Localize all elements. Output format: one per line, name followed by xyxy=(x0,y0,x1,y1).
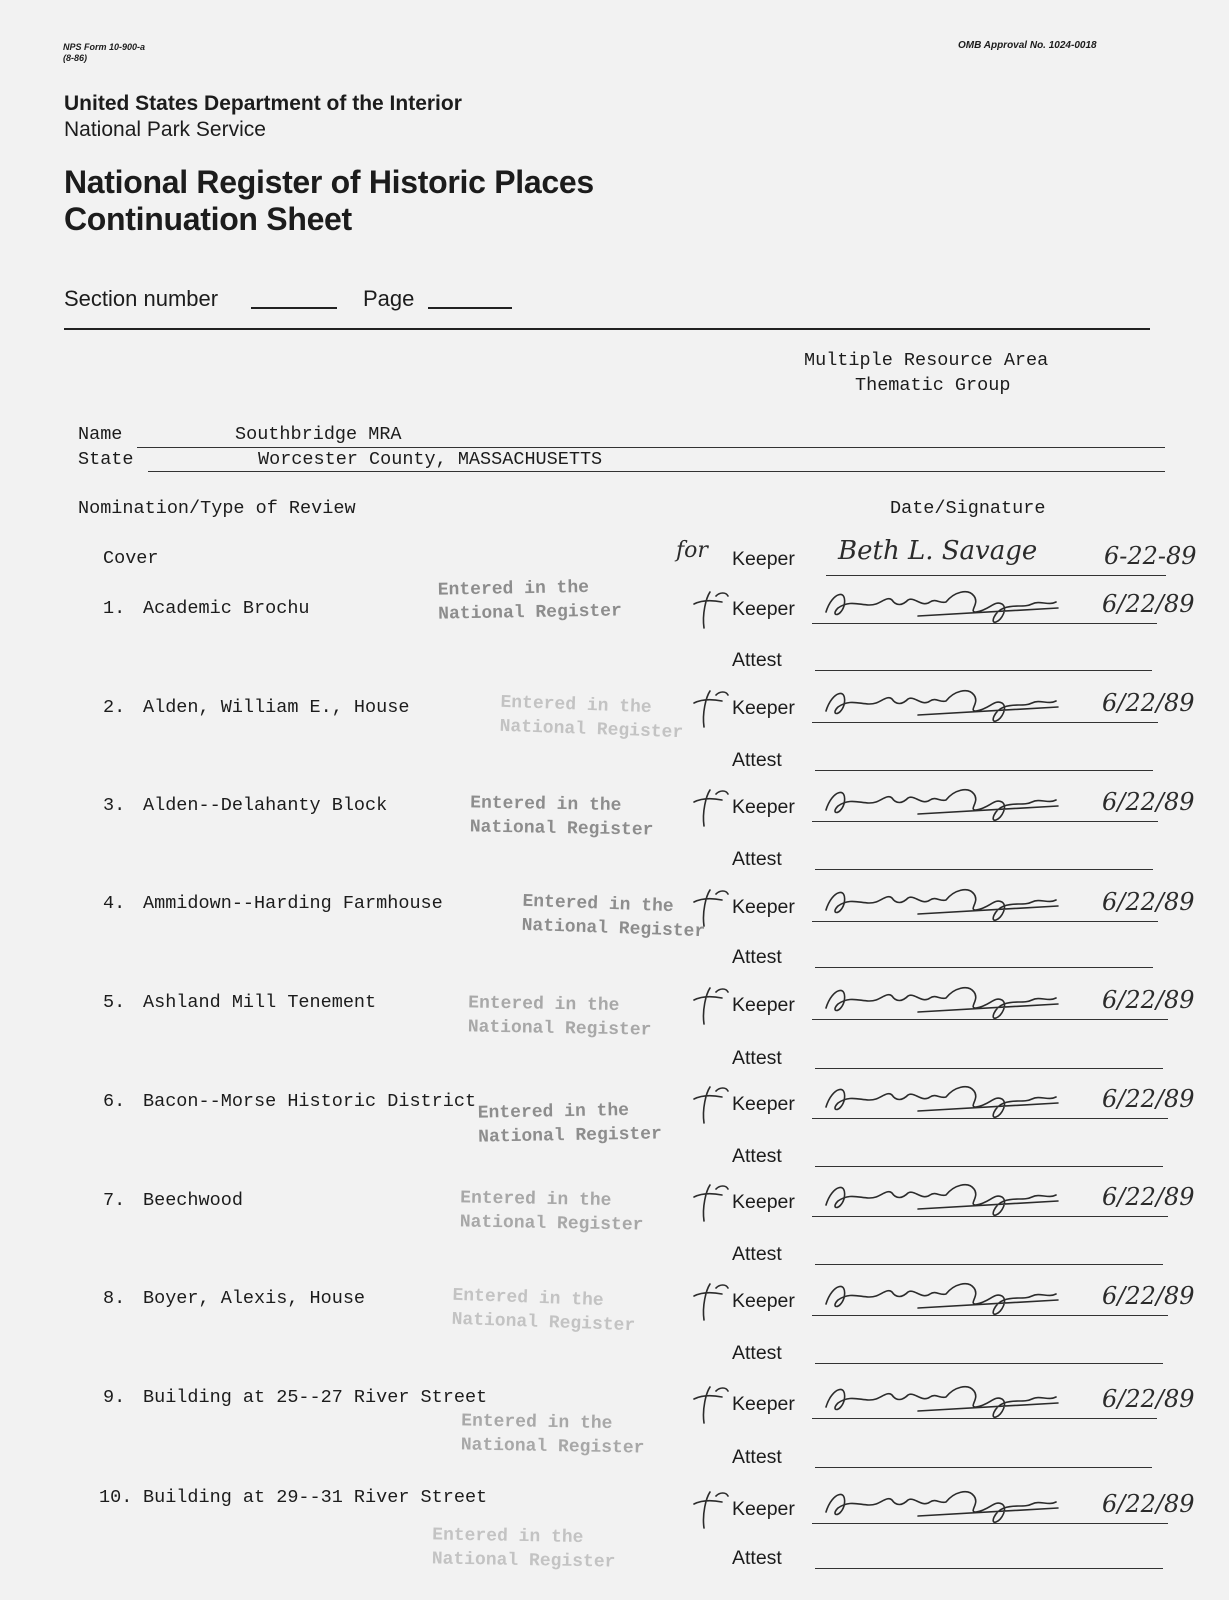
keeper-signature-line xyxy=(812,921,1158,922)
keeper-label: Keeper xyxy=(732,994,795,1016)
stamp-line2: National Register xyxy=(438,601,623,625)
page-label: Page xyxy=(363,286,415,311)
stamp-line1: Entered in the xyxy=(460,1188,612,1212)
stamp-line1: Entered in the xyxy=(522,891,674,918)
entry-name: Beechwood xyxy=(143,1190,243,1211)
attest-label: Attest xyxy=(732,1145,782,1167)
attest-label: Attest xyxy=(732,1342,782,1364)
keeper-label: Keeper xyxy=(732,1393,795,1415)
group-line1: Multiple Resource Area xyxy=(804,350,1049,371)
entry-number: 3. xyxy=(103,795,126,816)
entry-name: Building at 25--27 River Street xyxy=(143,1387,488,1408)
state-field-line xyxy=(148,471,1165,472)
signature-column-header: Date/Signature xyxy=(890,498,1046,519)
keeper-date: 6/22/89 xyxy=(1102,590,1195,618)
keeper-signature-line xyxy=(812,1315,1168,1316)
keeper-signature-line xyxy=(812,1523,1168,1524)
form-subtitle: Continuation Sheet xyxy=(64,201,352,237)
form-number xyxy=(63,42,145,64)
stamp-line1: Entered in the xyxy=(470,793,622,817)
keeper-date: 6/22/89 xyxy=(1102,1183,1195,1211)
entered-stamp xyxy=(470,791,654,842)
entry-name: Boyer, Alexis, House xyxy=(143,1288,366,1309)
attest-label: Attest xyxy=(732,749,782,771)
agency-name: National Park Service xyxy=(64,118,266,141)
keeper-signature-line xyxy=(812,1418,1157,1419)
name-label: Name xyxy=(78,424,123,445)
entry-number: 7. xyxy=(103,1190,126,1211)
cover-label: Cover xyxy=(103,548,159,569)
keeper-label: Keeper xyxy=(732,598,795,620)
keeper-date: 6/22/89 xyxy=(1102,888,1195,916)
page-field[interactable] xyxy=(428,307,512,309)
cover-for-mark: for xyxy=(676,538,708,563)
keeper-date: 6/22/89 xyxy=(1102,1490,1195,1518)
stamp-line1: Entered in the xyxy=(452,1285,604,1312)
group-line2: Thematic Group xyxy=(855,375,1011,396)
cover-date: 6-22-89 xyxy=(1104,542,1197,570)
keeper-signature-line xyxy=(812,821,1158,822)
name-value: Southbridge MRA xyxy=(235,424,402,445)
attest-signature-line[interactable] xyxy=(815,1467,1152,1468)
keeper-label: Keeper xyxy=(732,697,795,719)
keeper-date: 6/22/89 xyxy=(1102,1282,1195,1310)
stamp-line2: National Register xyxy=(460,1435,645,1459)
entry-number: 2. xyxy=(103,697,126,718)
stamp-line1: Entered in the xyxy=(468,993,620,1017)
entered-stamp xyxy=(438,575,622,626)
stamp-line1: Entered in the xyxy=(437,577,590,601)
for-mark xyxy=(692,782,732,832)
entry-number: 8. xyxy=(103,1288,126,1309)
nomination-column-header: Nomination/Type of Review xyxy=(78,498,356,519)
attest-label: Attest xyxy=(732,1446,782,1468)
attest-signature-line[interactable] xyxy=(815,1068,1163,1069)
state-label: State xyxy=(78,449,134,470)
attest-signature-line[interactable] xyxy=(815,770,1153,771)
keeper-label: Keeper xyxy=(732,1191,795,1213)
for-mark xyxy=(692,1276,732,1326)
keeper-date: 6/22/89 xyxy=(1102,689,1195,717)
attest-label: Attest xyxy=(732,1243,782,1265)
keeper-signature-line xyxy=(812,722,1158,723)
keeper-label: Keeper xyxy=(732,796,795,818)
entered-stamp xyxy=(478,1098,662,1149)
keeper-signature-line xyxy=(812,1019,1168,1020)
entered-stamp xyxy=(451,1284,636,1338)
keeper-label: Keeper xyxy=(732,896,795,918)
attest-signature-line[interactable] xyxy=(815,1166,1163,1167)
keeper-signature-line xyxy=(812,1216,1168,1217)
attest-signature-line[interactable] xyxy=(815,967,1153,968)
stamp-line2: National Register xyxy=(459,1212,644,1236)
attest-signature-line[interactable] xyxy=(815,1568,1163,1569)
cover-signature-line xyxy=(826,575,1166,576)
entry-number: 10. xyxy=(99,1487,133,1508)
omb-approval: OMB Approval No. 1024-0018 xyxy=(958,40,1097,51)
attest-label: Attest xyxy=(732,1547,782,1569)
for-mark xyxy=(692,584,732,634)
keeper-date: 6/22/89 xyxy=(1102,1385,1195,1413)
stamp-line1: Entered in the xyxy=(461,1411,613,1435)
attest-signature-line[interactable] xyxy=(815,1264,1163,1265)
entered-stamp xyxy=(460,1186,644,1237)
entered-stamp xyxy=(432,1523,616,1574)
stamp-line1: Entered in the xyxy=(477,1100,630,1124)
entry-number: 9. xyxy=(103,1387,126,1408)
stamp-line1: Entered in the xyxy=(432,1525,584,1549)
for-mark xyxy=(692,882,732,932)
name-field-line xyxy=(137,447,1165,448)
for-mark xyxy=(692,980,732,1030)
entry-name: Academic Brochu xyxy=(143,598,310,619)
attest-signature-line[interactable] xyxy=(815,1363,1163,1364)
attest-label: Attest xyxy=(732,1047,782,1069)
stamp-line2: National Register xyxy=(431,1549,616,1573)
entered-stamp xyxy=(499,691,684,745)
form-number-text: NPS Form 10-900-a xyxy=(63,42,146,52)
for-mark xyxy=(692,1079,732,1129)
entered-stamp xyxy=(521,890,706,944)
for-mark xyxy=(692,683,732,733)
stamp-line2: National Register xyxy=(469,817,654,841)
attest-label: Attest xyxy=(732,848,782,870)
for-mark xyxy=(692,1379,732,1429)
stamp-line2: National Register xyxy=(478,1124,663,1148)
stamp-line2: National Register xyxy=(451,1309,636,1337)
attest-signature-line[interactable] xyxy=(815,869,1153,870)
cover-signature: Beth L. Savage xyxy=(838,536,1038,566)
entry-name: Building at 29--31 River Street xyxy=(143,1487,488,1508)
keeper-label: Keeper xyxy=(732,1498,795,1520)
keeper-signature-line xyxy=(812,623,1157,624)
section-number-label: Section number xyxy=(64,286,219,311)
header-divider xyxy=(64,328,1150,330)
entered-stamp xyxy=(468,991,652,1042)
entry-number: 6. xyxy=(103,1091,126,1112)
attest-label: Attest xyxy=(732,649,782,671)
entry-name: Ashland Mill Tenement xyxy=(143,992,377,1013)
keeper-date: 6/22/89 xyxy=(1102,788,1195,816)
keeper-signature-line xyxy=(812,1118,1168,1119)
entry-number: 5. xyxy=(103,992,126,1013)
stamp-line2: National Register xyxy=(467,1017,652,1041)
keeper-label: Keeper xyxy=(732,1093,795,1115)
stamp-line2: National Register xyxy=(521,915,706,943)
stamp-line2: National Register xyxy=(499,716,684,744)
entry-name: Bacon--Morse Historic District xyxy=(143,1091,477,1112)
cover-keeper-label: Keeper xyxy=(732,548,795,570)
entered-stamp xyxy=(461,1409,645,1460)
attest-signature-line[interactable] xyxy=(815,670,1152,671)
department-name: United States Department of the Interior xyxy=(64,92,462,115)
stamp-line1: Entered in the xyxy=(500,692,652,719)
attest-label: Attest xyxy=(732,946,782,968)
section-number-field[interactable] xyxy=(251,307,337,309)
keeper-date: 6/22/89 xyxy=(1102,986,1195,1014)
form-edition: (8-86) xyxy=(63,53,88,63)
entry-number: 4. xyxy=(103,893,126,914)
entry-name: Alden, William E., House xyxy=(143,697,410,718)
state-value: Worcester County, MASSACHUSETTS xyxy=(258,449,603,470)
entry-name: Ammidown--Harding Farmhouse xyxy=(143,893,443,914)
entry-number: 1. xyxy=(103,598,126,619)
for-mark xyxy=(692,1177,732,1227)
for-mark xyxy=(692,1484,732,1534)
entry-name: Alden--Delahanty Block xyxy=(143,795,388,816)
form-title: National Register of Historic Places xyxy=(64,164,594,200)
keeper-label: Keeper xyxy=(732,1290,795,1312)
keeper-date: 6/22/89 xyxy=(1102,1085,1195,1113)
